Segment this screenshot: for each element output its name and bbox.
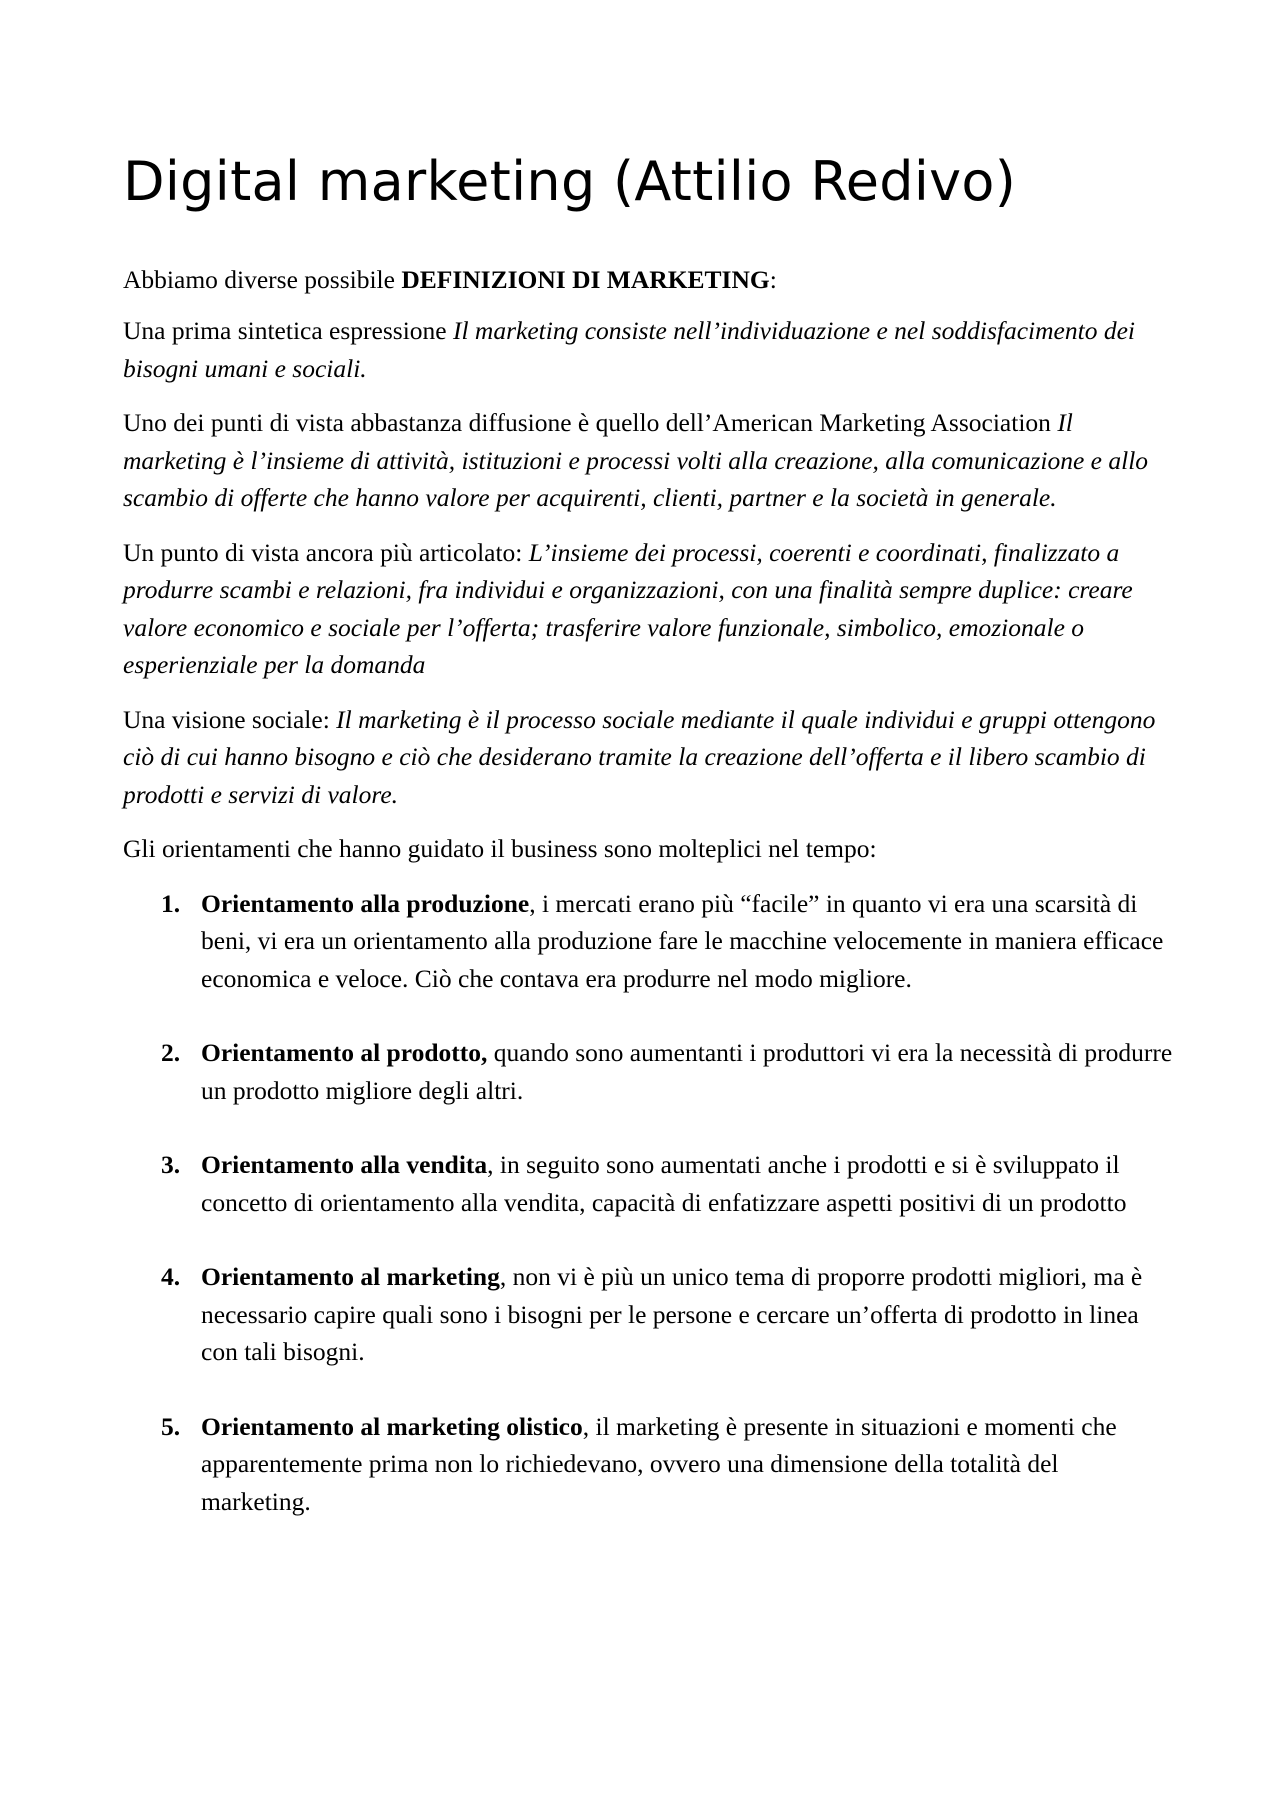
intro-bold: DEFINIZIONI DI MARKETING bbox=[401, 264, 770, 294]
orientations-list bbox=[123, 885, 1173, 1521]
page-title: Digital marketing (Attilio Redivo) bbox=[123, 150, 1017, 213]
definition-lead: Una visione sociale: bbox=[123, 704, 337, 734]
list-number: 3. bbox=[161, 1150, 181, 1180]
list-number: 4. bbox=[161, 1262, 181, 1292]
list-item bbox=[123, 1034, 1173, 1109]
list-item-title: Orientamento alla vendita bbox=[201, 1150, 488, 1180]
definition-paragraph bbox=[123, 534, 1173, 684]
definition-lead: Uno dei punti di vista abbastanza diffusione è quello dell’American Marketing Association bbox=[123, 408, 1058, 438]
list-item-text: quando sono aumentanti i produttori vi era la necessità di produrre un prodotto migliore degli altri. bbox=[201, 1038, 1173, 1105]
list-number: 2. bbox=[161, 1038, 181, 1068]
list-item bbox=[123, 1408, 1173, 1521]
document-page bbox=[123, 150, 1173, 1557]
list-item bbox=[123, 885, 1173, 998]
list-item-title: Orientamento alla produzione bbox=[201, 888, 530, 918]
definition-lead: Un punto di vista ancora più articolato: bbox=[123, 537, 529, 567]
definition-quote: Il marketing consiste nell’individuazione e nel soddisfacimento dei bisogni umani e sociali. bbox=[123, 316, 1135, 383]
definition-paragraph bbox=[123, 701, 1173, 814]
list-item-text: , in seguito sono aumentati anche i prodotti e si è sviluppato il concetto di orientamento alla vendita, capacità di enfatizzare aspetti positivi di un prodotto bbox=[201, 1150, 1127, 1217]
orientations-intro: Gli orientamenti che hanno guidato il business sono molteplici nel tempo: bbox=[123, 834, 877, 864]
list-item bbox=[123, 1146, 1173, 1221]
list-item bbox=[123, 1258, 1173, 1371]
list-item-title: Orientamento al prodotto, bbox=[201, 1038, 488, 1068]
intro-after: : bbox=[769, 264, 777, 294]
definition-paragraph bbox=[123, 312, 1173, 387]
definition-quote: L’insieme dei processi, coerenti e coordinati, finalizzato a produrre scambi e relazioni, fra individui e organizzazioni, con una finalità sempre duplice: creare valore economico e sociale per l’offerta; trasferire valore funzionale, simbolico, emozionale o esperienziale per la domanda bbox=[123, 537, 1133, 680]
list-item-title: Orientamento al marketing olistico bbox=[201, 1411, 583, 1441]
list-number: 1. bbox=[161, 888, 181, 918]
definition-quote: Il marketing è l’insieme di attività, istituzioni e processi volti alla creazione, alla comunicazione e allo scambio di offerte che hanno valore per acquirenti, clienti, partner e la società in generale. bbox=[123, 408, 1149, 513]
definition-lead: Una prima sintetica espressione bbox=[123, 316, 453, 346]
list-item-text: , non vi è più un unico tema di proporre prodotti migliori, ma è necessario capire quali sono i bisogni per le persone e cercare un’offerta di prodotto in linea con tali bisogni. bbox=[201, 1262, 1143, 1367]
intro-paragraph bbox=[123, 261, 1173, 299]
definition-quote: Il marketing è il processo sociale mediante il quale individui e gruppi ottengono ciò di cui hanno bisogno e ciò che desiderano tramite la creazione dell’offerta e il libero scambio di prodotti e servizi di valore. bbox=[123, 704, 1156, 809]
list-number: 5. bbox=[161, 1411, 181, 1441]
intro-text: Abbiamo diverse possibile bbox=[123, 264, 402, 294]
list-item-title: Orientamento al marketing bbox=[201, 1262, 500, 1292]
list-item-text: , il marketing è presente in situazioni e momenti che apparentemente prima non lo richiedevano, ovvero una dimensione della totalità del marketing. bbox=[201, 1411, 1117, 1516]
definition-paragraph bbox=[123, 404, 1173, 517]
list-item-text: , i mercati erano più “facile” in quanto vi era una scarsità di beni, vi era un orientamento alla produzione fare le macchine velocemente in maniera efficace economica e veloce. Ciò che contava era produrre nel modo migliore. bbox=[201, 888, 1164, 993]
